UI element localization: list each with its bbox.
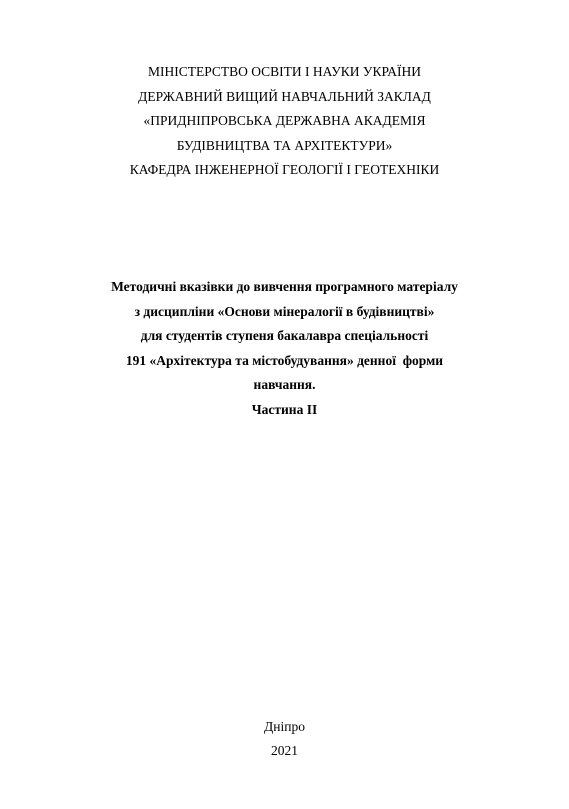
header-ministry: МІНІСТЕРСТВО ОСВІТИ І НАУКИ УКРАЇНИ (147, 64, 422, 79)
footer-year: 2021 (271, 743, 298, 758)
title-line-5: навчання. (253, 377, 316, 393)
title-line-3: для студентів ступеня бакалавра спеціальності (140, 328, 429, 344)
header-institution-type: ДЕРЖАВНИЙ ВИЩИЙ НАВЧАЛЬНИЙ ЗАКЛАД (138, 88, 431, 104)
title-part: Частина ІІ (251, 401, 318, 417)
institution-header (0, 60, 569, 183)
title-line-4: 191 «Архітектура та містобудування» денної форми (125, 352, 444, 368)
document-title (0, 275, 569, 423)
title-line-2: з дисципліни «Основи мінералогії в будівництві» (134, 303, 435, 319)
footer-city: Дніпро (264, 719, 305, 734)
title-line-1: Методичні вказівки до вивчення програмного матеріалу (111, 279, 458, 294)
header-department: КАФЕДРА ІНЖЕНЕРНОЇ ГЕОЛОГІЇ І ГЕОТЕХНІКИ (129, 162, 440, 177)
document-footer (0, 715, 569, 763)
header-academy-name-1: «ПРИДНІПРОВСЬКА ДЕРЖАВНА АКАДЕМІЯ (143, 113, 426, 128)
header-academy-name-2: БУДІВНИЦТВА ТА АРХІТЕКТУРИ» (176, 137, 393, 153)
